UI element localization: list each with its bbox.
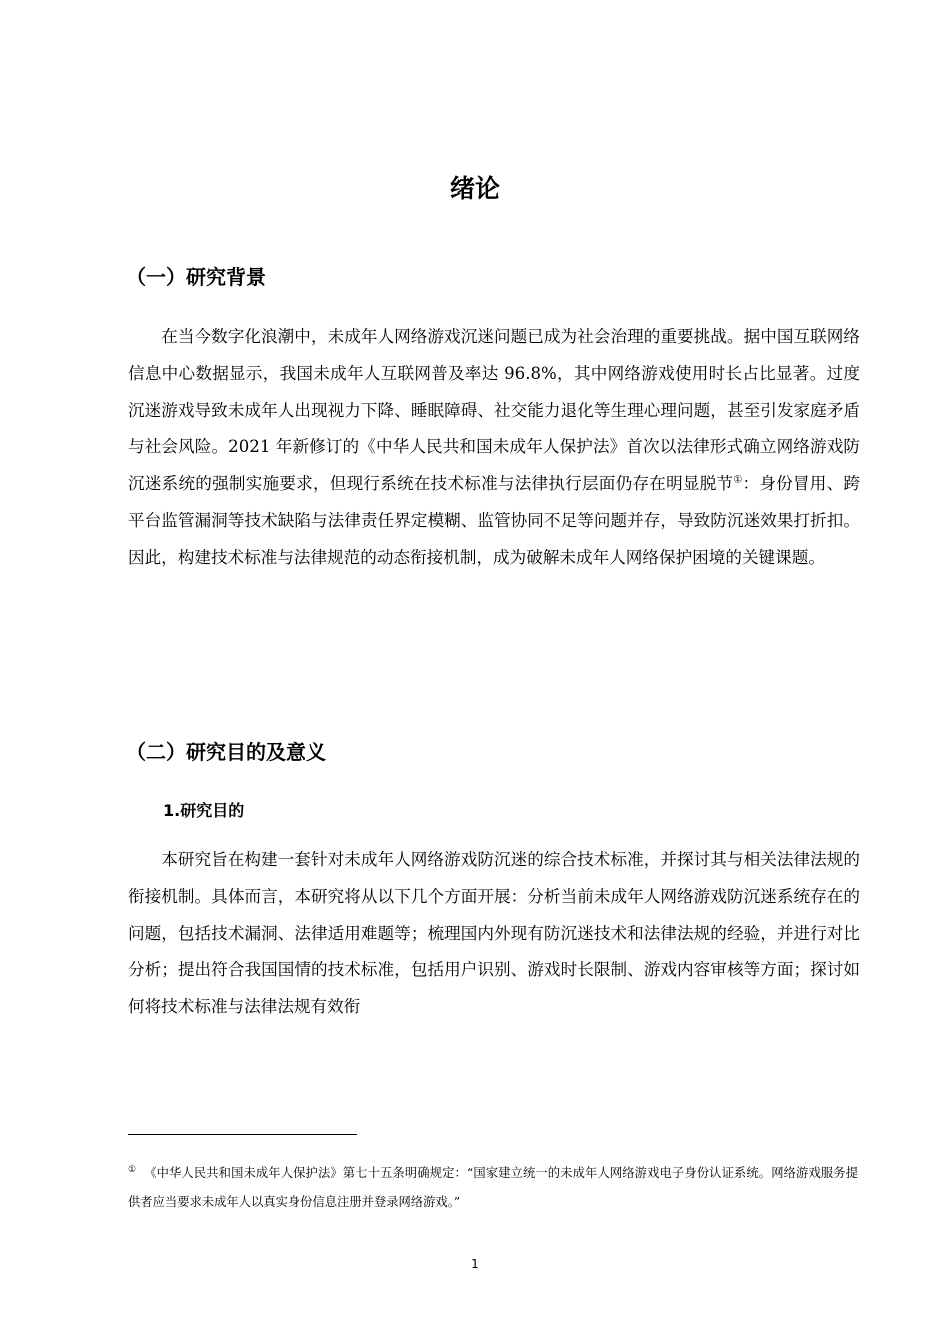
footnote bbox=[128, 1159, 858, 1217]
section-heading-background: （一）研究背景 bbox=[126, 265, 266, 289]
background-text: 在当今数字化浪潮中，未成年人网络游戏沉迷问题已成为社会治理的重要挑战。据中国互联网络信息中心数据显示，我国未成年人互联网普及率达 96.8%，其中网络游戏使用时长占比显著。过度沉迷游戏导致未成年人出现视力下降、睡眠障碍、社交能力退化等生理心理问题，甚至引发家庭矛盾与社会风险。2021 年新修订的《中华人民共和国未成年人保护法》首次以法律形式确立网络游戏防沉迷系统的强制实施要求，但现行系统在技术标准与法律执行层面仍存在明显脱节 bbox=[128, 327, 860, 494]
footnote-text: 《中华人民共和国未成年人保护法》第七十五条明确规定：“国家建立统一的未成年人网络游戏电子身份认证系统。网络游戏服务提供者应当要求未成年人以真实身份信息注册并登录网络游戏。” bbox=[128, 1166, 858, 1209]
footnote-mark: ① bbox=[128, 1164, 137, 1175]
purpose-paragraph: 本研究旨在构建一套针对未成年人网络游戏防沉迷的综合技术标准，并探讨其与相关法律法规的衔接机制。具体而言，本研究将从以下几个方面开展：分析当前未成年人网络游戏防沉迷系统存在的问题，包括技术漏洞、法律适用难题等；梳理国内外现有防沉迷技术和法律法规的经验，并进行对比分析；提出符合我国国情的技术标准，包括用户识别、游戏时长限制、游戏内容审核等方面；探讨如何将技术标准与法律法规有效衔 bbox=[128, 850, 860, 1017]
footnote-reference[interactable]: ① bbox=[733, 474, 743, 486]
page-number: 1 bbox=[471, 1257, 479, 1271]
page-title: 绪论 bbox=[449, 174, 500, 203]
subsection-heading-purpose: 1.研究目的 bbox=[163, 801, 245, 820]
background-text-continued: ：身份冒用、跨平台监管漏洞等技术缺陷与法律责任界定模糊、监管协同不足等问题并存，导致防沉迷效果打折扣。因此，构建技术标准与法律规范的动态衔接机制，成为破解未成年人网络保护困境的关键课题。 bbox=[128, 474, 860, 567]
footnote-divider bbox=[128, 1134, 357, 1135]
section-heading-purpose: （二）研究目的及意义 bbox=[126, 740, 326, 764]
background-paragraph bbox=[128, 319, 860, 577]
